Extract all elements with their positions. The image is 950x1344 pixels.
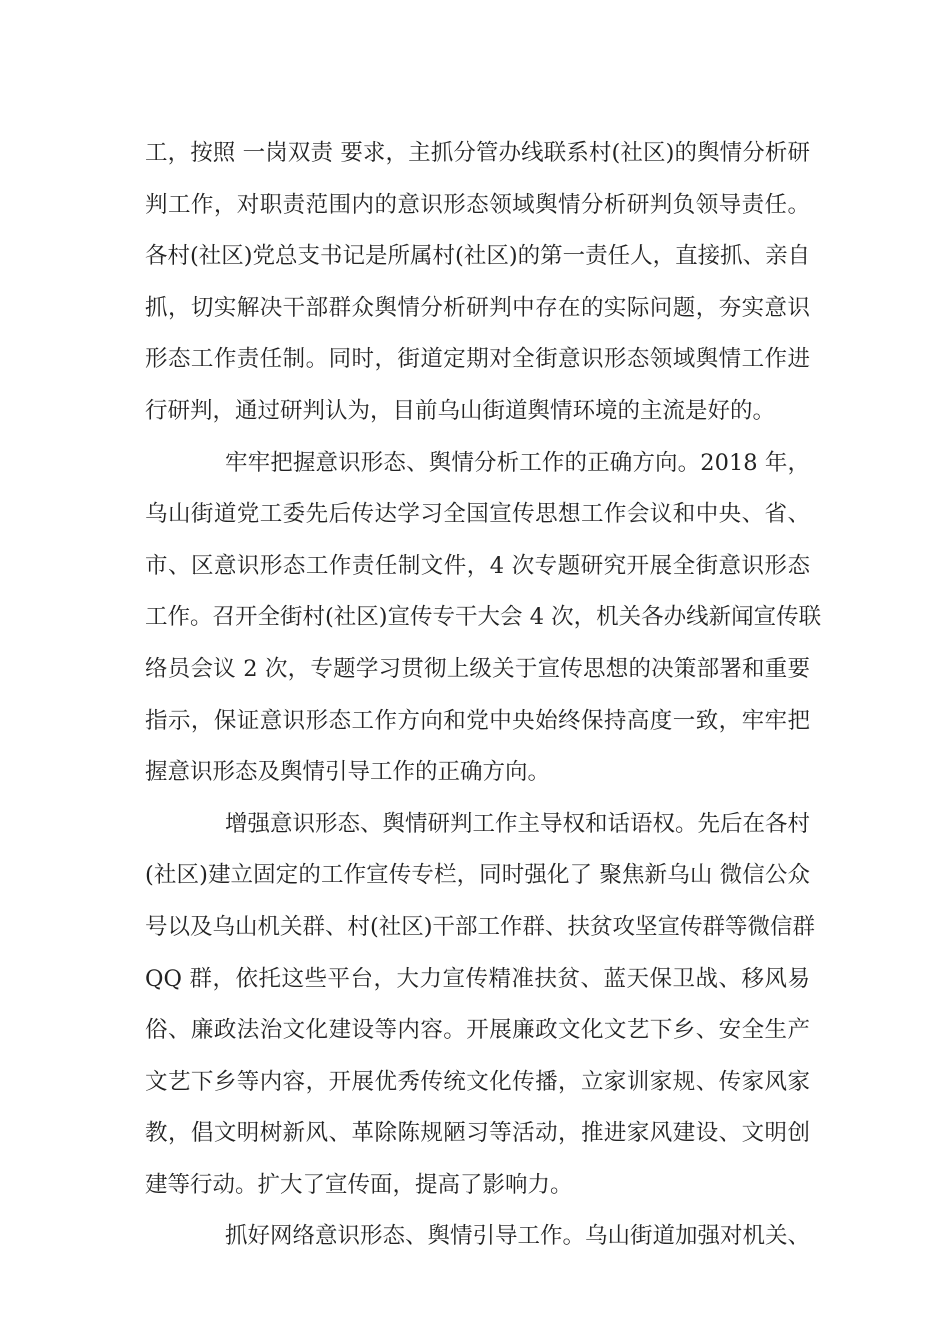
- text-line: 抓，切实解决干部群众舆情分析研判中存在的实际问题，夯实意识: [145, 294, 810, 321]
- document-body: [145, 128, 822, 1263]
- text-line: 形态工作责任制。同时，街道定期对全街意识形态领域舆情工作进: [145, 346, 810, 373]
- text-line: 文艺下乡等内容，开展优秀传统文化传播，立家训家规、传家风家: [145, 1068, 810, 1095]
- text-line: 握意识形态及舆情引导工作的正确方向。: [145, 759, 551, 786]
- text-line: (社区)建立固定的工作宣传专栏，同时强化了 聚焦新乌山 微信公众: [145, 862, 810, 889]
- text-line: 市、区意识形态工作责任制文件，4 次专题研究开展全街意识形态: [145, 552, 810, 579]
- text-line: 工作。召开全街村(社区)宣传专干大会 4 次，机关各办线新闻宣传联: [145, 604, 822, 631]
- text-line: 建等行动。扩大了宣传面，提高了影响力。: [145, 1171, 573, 1198]
- paragraph-start-line: 抓好网络意识形态、舆情引导工作。乌山街道加强对机关、: [225, 1223, 811, 1250]
- paragraph-start-line: 牢牢把握意识形态、舆情分析工作的正确方向。2018 年，: [225, 449, 810, 476]
- text-line: 号以及乌山机关群、村(社区)干部工作群、扶贫攻坚宣传群等微信群: [145, 913, 816, 940]
- text-line: QQ 群，依托这些平台，大力宣传精准扶贫、蓝天保卫战、移风易: [145, 965, 810, 992]
- text-line: 行研判，通过研判认为，目前乌山街道舆情环境的主流是好的。: [145, 397, 776, 424]
- text-line: 工，按照 一岗双责 要求，主抓分管办线联系村(社区)的舆情分析研: [145, 140, 810, 166]
- paragraph-start-line: 增强意识形态、舆情研判工作主导权和话语权。先后在各村: [225, 810, 811, 837]
- text-line: 指示，保证意识形态工作方向和党中央始终保持高度一致，牢牢把: [145, 707, 810, 734]
- text-line: 络员会议 2 次，专题学习贯彻上级关于宣传思想的决策部署和重要: [145, 655, 810, 682]
- text-line: 教，倡文明树新风、革除陈规陋习等活动，推进家风建设、文明创: [145, 1120, 810, 1147]
- text-line: 乌山街道党工委先后传达学习全国宣传思想工作会议和中央、省、: [145, 501, 810, 528]
- text-line: 俗、廉政法治文化建设等内容。开展廉政文化文艺下乡、安全生产: [145, 1017, 810, 1044]
- text-line: 判工作，对职责范围内的意识形态领域舆情分析研判负领导责任。: [145, 191, 810, 218]
- text-line: 各村(社区)党总支书记是所属村(社区)的第一责任人，直接抓、亲自: [145, 243, 811, 270]
